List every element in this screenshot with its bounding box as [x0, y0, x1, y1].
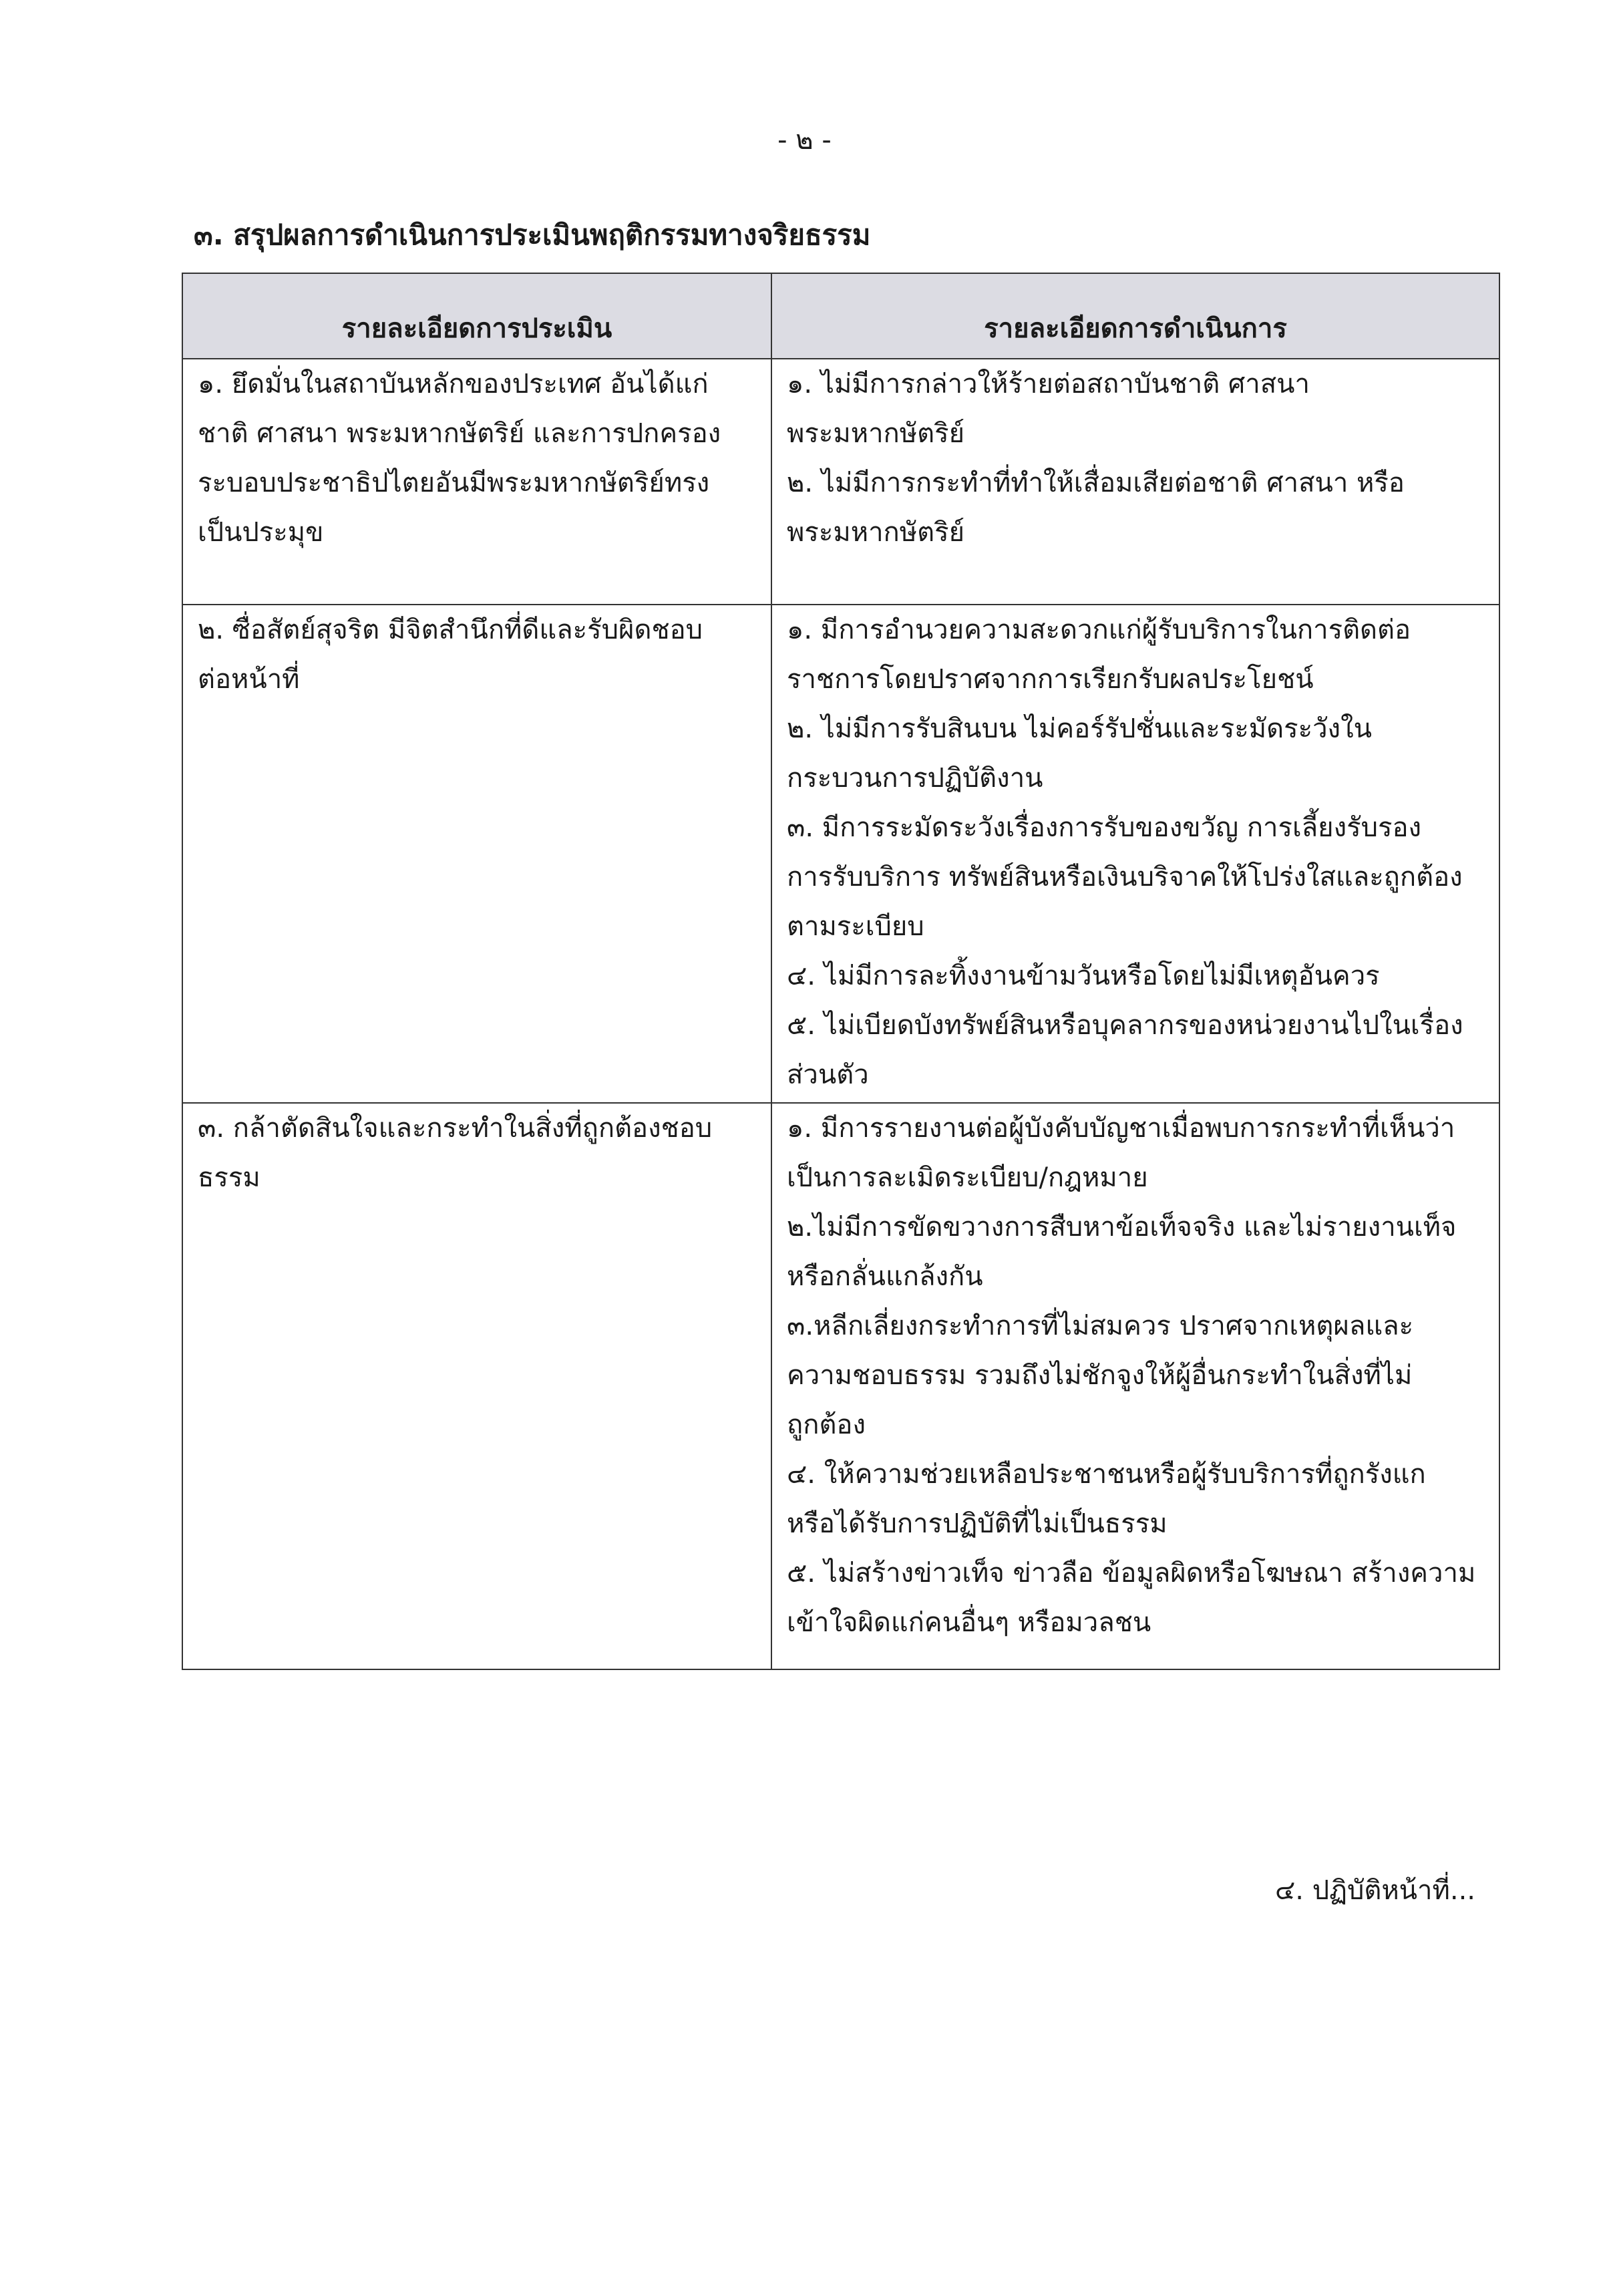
cell-text-line: ๑. มีการอำนวยความสะดวกแก่ผู้รับบริการในการติดต่อ [787, 615, 1411, 645]
evaluation-cell [183, 605, 772, 1102]
cell-text-line: ต่อหน้าที่ [198, 664, 300, 695]
section-heading: ๓. สรุปผลการดำเนินการประเมินพฤติกรรมทางจริยธรรม [194, 218, 871, 251]
cell-text-line: ๓. กล้าตัดสินใจและกระทำในสิ่งที่ถูกต้องชอบ [198, 1113, 713, 1144]
cell-text-line: การรับบริการ ทรัพย์สินหรือเงินบริจาคให้โปร่งใสและถูกต้อง [787, 862, 1463, 892]
cell-text-line: หรือกลั่นแกล้งกัน [787, 1261, 983, 1292]
cell-text-line: เป็นประมุข [198, 517, 324, 548]
cell-text-line: ๒. ซื่อสัตย์สุจริต มีจิตสำนึกที่ดีและรับผิดชอบ [198, 615, 703, 645]
cell-text-line: ถูกต้อง [787, 1410, 866, 1440]
cell-text-line: ๕. ไม่สร้างข่าวเท็จ ข่าวลือ ข้อมูลผิดหรือโฆษณา สร้างความ [787, 1558, 1476, 1589]
cell-text-line: ๓.หลีกเลี่ยงกระทำการที่ไม่สมควร ปราศจากเหตุผลและ [787, 1311, 1414, 1341]
evaluation-cell [183, 1104, 772, 1669]
table-row [183, 358, 1499, 604]
cell-text-line: หรือได้รับการปฏิบัติที่ไม่เป็นธรรม [787, 1508, 1168, 1539]
cell-text-line: ระบอบประชาธิปไตยอันมีพระมหากษัตริย์ทรง [198, 468, 710, 498]
cell-text-line: ๒. ไม่มีการรับสินบน ไม่คอร์รัปชั่นและระมัดระวังใน [787, 713, 1372, 744]
cell-text-line: ๔. ไม่มีการละทิ้งงานข้ามวันหรือโดยไม่มีเหตุอันควร [787, 961, 1380, 991]
cell-text-line: ๑. ยึดมั่นในสถาบันหลักของประเทศ อันได้แก่ [198, 369, 709, 399]
cell-text-line: ๒. ไม่มีการกระทำที่ทำให้เสื่อมเสียต่อชาติ ศาสนา หรือ [787, 468, 1405, 498]
header-evaluation-details: รายละเอียดการประเมิน [183, 274, 772, 358]
cell-text-line: ๓. มีการระมัดระวังเรื่องการรับของขวัญ การเลี้ยงรับรอง [787, 812, 1422, 843]
cell-text-line: ๑. ไม่มีการกล่าวให้ร้ายต่อสถาบันชาติ ศาสนา [787, 369, 1310, 399]
cell-text-line: ส่วนตัว [787, 1059, 869, 1090]
action-cell [772, 359, 1499, 604]
cell-text-line: เข้าใจผิดแก่คนอื่นๆ หรือมวลชน [787, 1607, 1151, 1638]
table-row [183, 1102, 1499, 1669]
cell-text-line: ชาติ ศาสนา พระมหากษัตริย์ และการปกครอง [198, 418, 721, 449]
cell-text-line: เป็นการละเมิดระเบียบ/กฎหมาย [787, 1162, 1148, 1193]
cell-text-line: กระบวนการปฏิบัติงาน [787, 763, 1043, 794]
cell-text-line: ตามระเบียบ [787, 911, 924, 942]
ethics-evaluation-table [182, 273, 1500, 1670]
cell-text-line: ๔. ให้ความช่วยเหลือประชาชนหรือผู้รับบริการที่ถูกรังแก [787, 1459, 1426, 1490]
cell-text-line: พระมหากษัตริย์ [787, 418, 965, 449]
cell-text-line: พระมหากษัตริย์ [787, 517, 965, 548]
table-header-row [183, 274, 1499, 358]
cell-text-line: ราชการโดยปราศจากการเรียกรับผลประโยชน์ [787, 664, 1314, 695]
continuation-note: ๔. ปฏิบัติหน้าที่... [1275, 1875, 1475, 1906]
cell-text-line: ๕. ไม่เบียดบังทรัพย์สินหรือบุคลากรของหน่วยงานไปในเรื่อง [787, 1010, 1463, 1041]
header-action-details: รายละเอียดการดำเนินการ [984, 313, 1287, 344]
page-number: - ๒ - [777, 125, 832, 156]
evaluation-cell [183, 359, 772, 604]
cell-text-line: ธรรม [198, 1162, 260, 1193]
cell-text-line: ๑. มีการรายงานต่อผู้บังคับบัญชาเมื่อพบการกระทำที่เห็นว่า [787, 1113, 1455, 1144]
action-cell [772, 1104, 1499, 1669]
cell-text-line: ๒.ไม่มีการขัดขวางการสืบหาข้อเท็จจริง และไม่รายงานเท็จ [787, 1212, 1457, 1243]
table-row [183, 604, 1499, 1102]
cell-text-line: ความชอบธรรม รวมถึงไม่ชักจูงให้ผู้อื่นกระทำในสิ่งที่ไม่ [787, 1360, 1413, 1391]
action-cell [772, 605, 1499, 1102]
